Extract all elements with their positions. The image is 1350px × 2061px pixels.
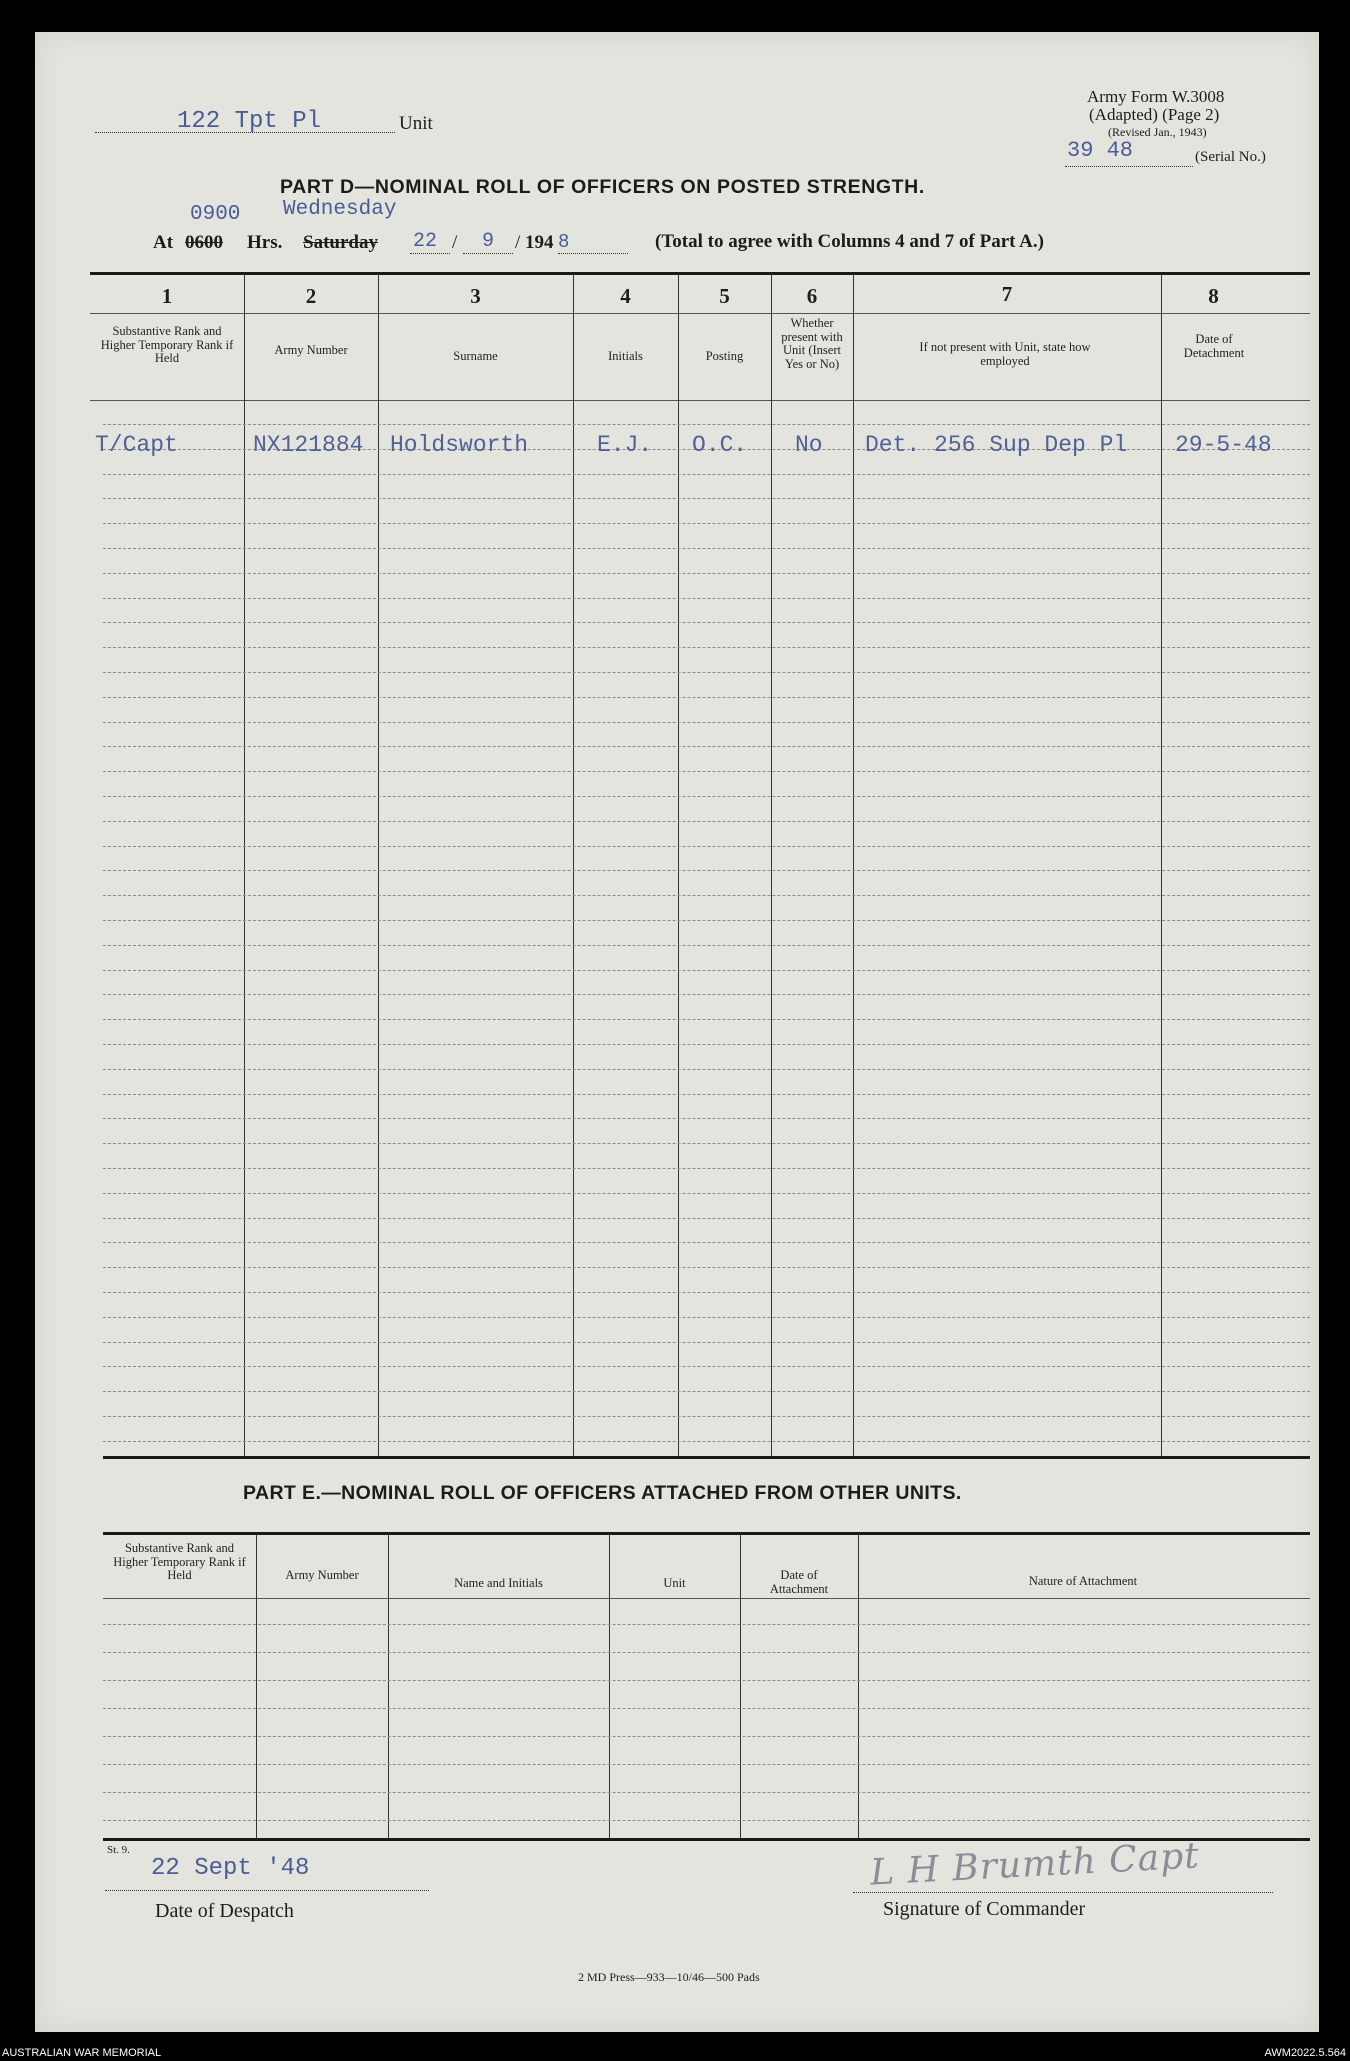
row-rule: [103, 1708, 1310, 1709]
col-divider-4: [678, 274, 679, 1456]
col-num-6: 6: [806, 284, 818, 308]
e-hdr-name: Name and Initials: [454, 1576, 543, 1590]
row-detachment-date: 29-5-48: [1175, 432, 1272, 458]
row-rule: [103, 622, 1310, 623]
e-hdr-attachment-date: Date of Attachment: [769, 1568, 829, 1596]
row-rule: [103, 1118, 1310, 1119]
row-rule: [103, 771, 1310, 772]
row-rule: [103, 1391, 1310, 1392]
col-divider-1: [244, 274, 245, 1456]
row-rule: [103, 1069, 1310, 1070]
date-slash-2: /: [515, 232, 521, 253]
signature-label: Signature of Commander: [883, 1898, 1086, 1920]
e-hdr-army-number: Army Number: [285, 1568, 359, 1582]
row-rule: [103, 722, 1310, 723]
unit-value: 122 Tpt Pl: [177, 108, 322, 135]
row-rule: [103, 1441, 1310, 1442]
printed-day: Saturday: [303, 232, 378, 253]
row-rule: [103, 970, 1310, 971]
row-rule: [103, 1764, 1310, 1765]
row-rule: [103, 1193, 1310, 1194]
col-num-2: 2: [305, 284, 317, 308]
part-d-top-rule: [90, 272, 1310, 275]
form-adapted: (Adapted) (Page 2): [1089, 105, 1220, 124]
row-rule: [103, 1792, 1310, 1793]
row-rule: [103, 1094, 1310, 1095]
at-label: At: [153, 232, 174, 253]
row-army-number: NX121884: [253, 432, 364, 458]
row-rule: [103, 523, 1310, 524]
row-rule: [103, 870, 1310, 871]
printed-time: 0600: [185, 232, 223, 253]
part-d-header-rule: [90, 400, 1310, 401]
row-rule: [103, 498, 1310, 499]
despatch-date-line: [105, 1890, 429, 1891]
row-rule: [103, 647, 1310, 648]
row-rule: [103, 1680, 1310, 1681]
day-number: 22: [413, 230, 438, 253]
e-hdr-unit: Unit: [663, 1576, 686, 1590]
total-note: (Total to agree with Columns 4 and 7 of Part A.): [655, 231, 1044, 252]
row-rule: [103, 1168, 1310, 1169]
typed-time: 0900: [190, 203, 241, 226]
row-rule: [103, 895, 1310, 896]
hdr-initials: Initials: [608, 349, 643, 363]
row-rule: [103, 746, 1310, 747]
e-hdr-nature: Nature of Attachment: [1028, 1574, 1138, 1588]
form-revised: (Revised Jan., 1943): [1108, 125, 1207, 139]
row-rule: [103, 1267, 1310, 1268]
year-typed: 8: [558, 231, 570, 253]
part-e-title: PART E.—NOMINAL ROLL OF OFFICERS ATTACHED FROM OTHER UNITS.: [243, 1482, 962, 1504]
row-rule: [103, 821, 1310, 822]
serial-value: 39 48: [1067, 138, 1134, 163]
row-rule: [103, 1143, 1310, 1144]
hdr-present: Whether present with Unit (Insert Yes or No): [781, 316, 843, 371]
part-e-header-rule: [103, 1598, 1310, 1599]
row-rule: [103, 1019, 1310, 1020]
typed-day: Wednesday: [283, 198, 397, 221]
row-rule: [103, 1342, 1310, 1343]
row-rule: [103, 920, 1310, 921]
row-rule: [103, 846, 1310, 847]
row-rule: [103, 1218, 1310, 1219]
row-rule: [103, 548, 1310, 549]
col-num-3: 3: [470, 284, 481, 308]
col-num-1: 1: [161, 284, 173, 308]
date-slash-1: /: [452, 232, 458, 253]
row-rule: [103, 1044, 1310, 1045]
row-rule: [103, 1242, 1310, 1243]
col-num-8: 8: [1208, 284, 1219, 308]
year-printed: 194: [525, 232, 554, 253]
col-num-5: 5: [719, 284, 730, 308]
unit-label: Unit: [399, 113, 433, 134]
st-code: St. 9.: [107, 1844, 130, 1856]
row-employed: Det. 256 Sup Dep Pl: [865, 432, 1128, 458]
row-posting: O.C.: [692, 432, 748, 458]
row-rule: [103, 1736, 1310, 1737]
hrs-label: Hrs.: [247, 232, 283, 253]
year-field: [558, 235, 628, 254]
row-rule: [103, 1292, 1310, 1293]
row-rule: [103, 474, 1310, 475]
row-rule: [103, 598, 1310, 599]
part-d-number-rule: [90, 313, 1310, 314]
row-rule: [103, 672, 1310, 673]
row-rule: [103, 1652, 1310, 1653]
serial-label: (Serial No.): [1195, 149, 1266, 165]
row-rule: [103, 1820, 1310, 1821]
despatch-label: Date of Despatch: [155, 1900, 294, 1922]
hdr-rank: Substantive Rank and Higher Temporary Rank if Held: [100, 324, 234, 365]
row-rule: [103, 796, 1310, 797]
row-rank: T/Capt: [95, 432, 178, 458]
month-number: 9: [482, 230, 495, 253]
row-rule: [103, 1416, 1310, 1417]
archive-id: AWM2022.5.564: [1264, 2047, 1346, 2059]
row-rule: [103, 697, 1310, 698]
col-divider-6: [853, 274, 854, 1456]
hdr-surname: Surname: [453, 349, 498, 363]
row-rule: [103, 1317, 1310, 1318]
row-rule: [103, 1366, 1310, 1367]
col-num-4: 4: [620, 284, 631, 308]
form-number: Army Form W.3008: [1087, 87, 1225, 106]
e-hdr-rank: Substantive Rank and Higher Temporary Rank if Held: [113, 1541, 246, 1582]
despatch-date: 22 Sept '48: [151, 1855, 310, 1882]
hdr-posting: Posting: [705, 349, 744, 363]
col-divider-2: [378, 274, 379, 1456]
col-num-7: 7: [1001, 282, 1013, 306]
col-divider-3: [573, 274, 574, 1456]
commander-signature: L H Brumth Capt: [869, 1835, 1201, 1894]
hdr-army-number: Army Number: [274, 343, 348, 357]
row-present: No: [795, 432, 823, 458]
col-divider-5: [771, 274, 772, 1456]
row-rule: [103, 945, 1310, 946]
part-d-title: PART D—NOMINAL ROLL OF OFFICERS ON POSTED STRENGTH.: [280, 176, 925, 198]
row-rule: [103, 1624, 1310, 1625]
hdr-detachment-date: Date of Detachment: [1183, 332, 1245, 360]
part-d-bottom-rule: [103, 1456, 1310, 1459]
signature-line: [853, 1892, 1273, 1893]
row-rule: [103, 573, 1310, 574]
col-divider-7: [1161, 274, 1162, 1456]
row-rule: [103, 424, 1310, 425]
archive-credit: AUSTRALIAN WAR MEMORIAL: [2, 2047, 162, 2059]
form-sheet: [35, 32, 1319, 2032]
press-note: 2 MD Press—933—10/46—500 Pads: [578, 1970, 760, 1984]
row-surname: Holdsworth: [390, 432, 529, 458]
row-rule: [103, 994, 1310, 995]
part-e-top-rule: [103, 1532, 1310, 1535]
hdr-employed: If not present with Unit, state how employed: [919, 340, 1091, 368]
row-initials: E.J.: [597, 432, 653, 458]
